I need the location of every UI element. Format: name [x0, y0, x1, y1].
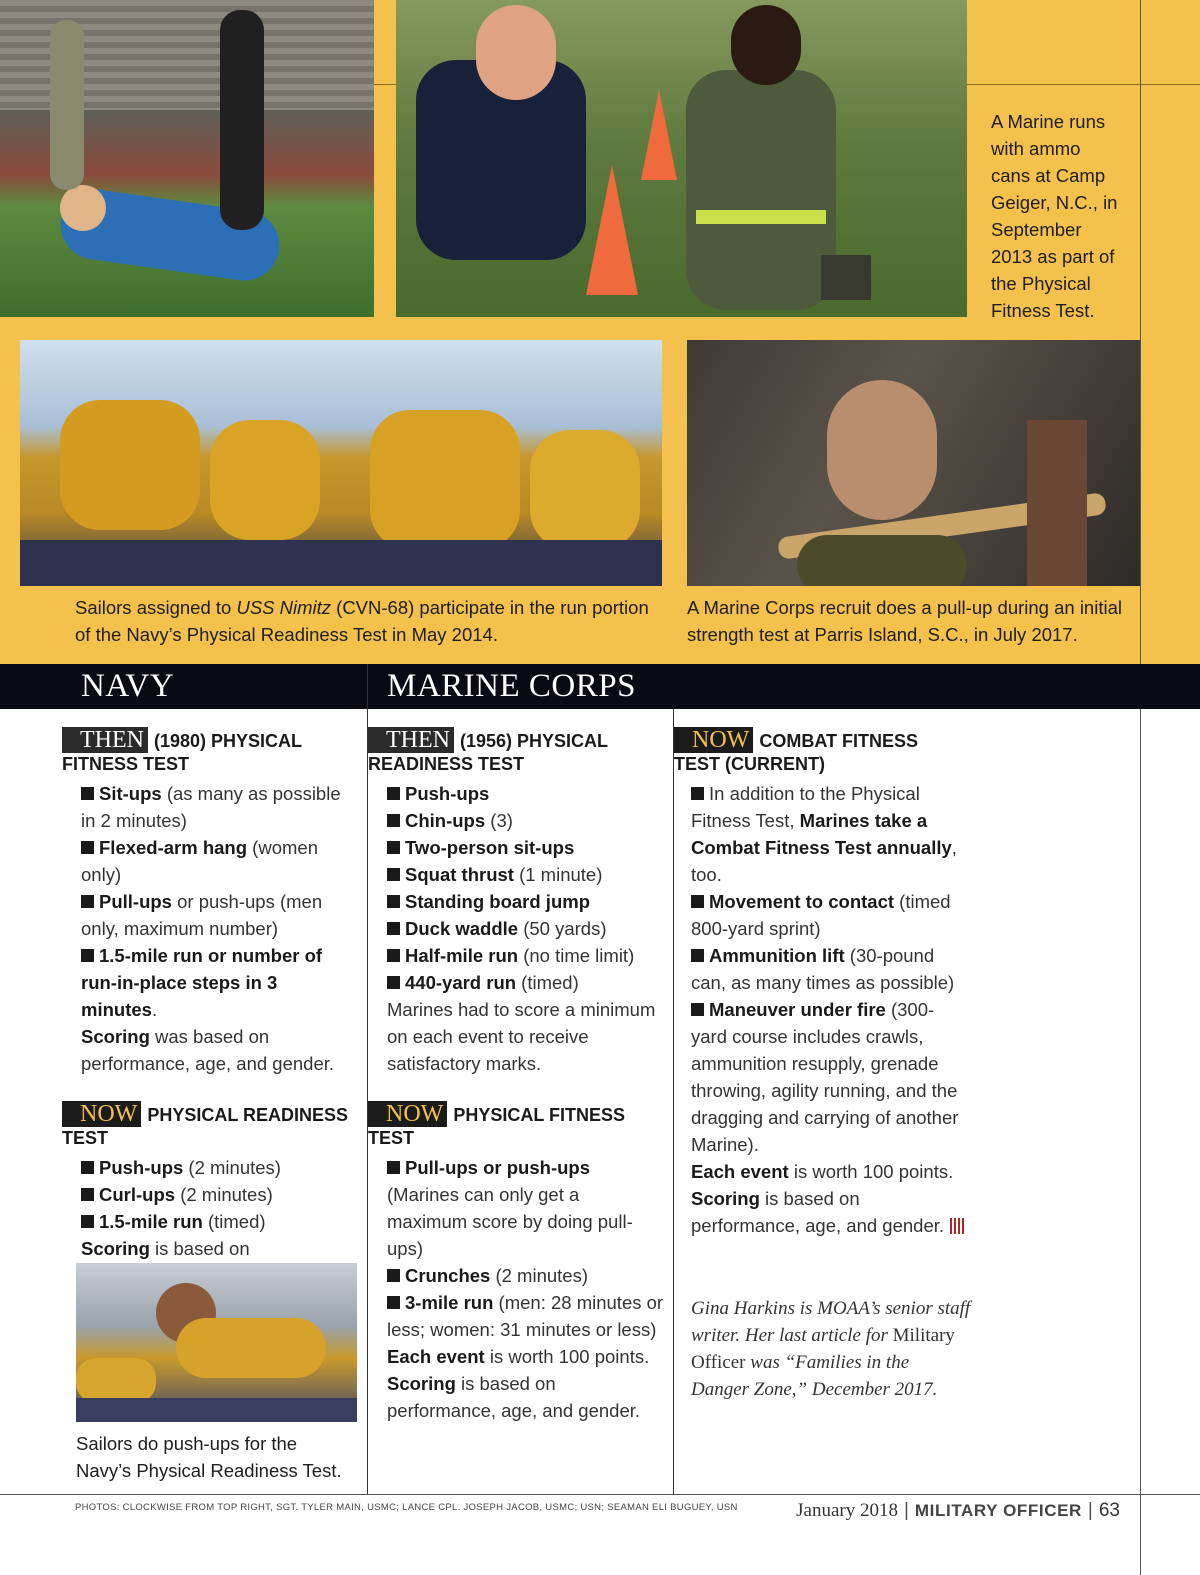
- list-item: Push-ups (2 minutes): [81, 1154, 357, 1181]
- photo-sailors-pushups: [76, 1263, 357, 1422]
- bullet-square-icon: [387, 895, 400, 908]
- combat-column: [674, 727, 964, 1239]
- bullet-square-icon: [387, 1296, 400, 1309]
- list-item: Pull-ups or push-ups (Marines can only get a maximum score by doing pull-ups): [387, 1157, 633, 1259]
- caption-sailors-run: Sailors assigned to USS Nimitz (CVN-68) participate in the run portion of the Navy’s Physical Readiness Test in May 2014.: [75, 597, 649, 645]
- section-title-navy: NAVY: [81, 668, 175, 704]
- list-item: Sit-ups (as many as possible in 2 minutes): [81, 783, 341, 831]
- photo-sailors-run: [20, 340, 662, 586]
- marine-now-heading: NOW PHYSICAL FITNESS TEST: [368, 1101, 626, 1148]
- scoring-note: Scoring was based on performance, age, and gender.: [81, 1026, 335, 1074]
- bullet-square-icon: [691, 1003, 704, 1016]
- list-item: Half-mile run (no time limit): [387, 942, 664, 969]
- author-bio: Gina Harkins is MOAA’s senior staff writer. Her last article for Military Officer was “Families in the Danger Zone,” December 2017.: [691, 1298, 971, 1400]
- photo-pullup-recruit: [687, 340, 1140, 586]
- photo-pushup-track: [0, 0, 374, 317]
- bullet-square-icon: [387, 1269, 400, 1282]
- footer-rule: [0, 1494, 1200, 1495]
- each-event-note: Each event is worth 100 points.: [387, 1346, 650, 1367]
- bullet-square-icon: [387, 787, 400, 800]
- page-folio: January 2018 | MILITARY OFFICER | 63: [796, 1500, 1120, 1521]
- list-item: 1.5-mile run (timed): [81, 1208, 357, 1235]
- list-item: Flexed-arm hang (women only): [81, 837, 318, 885]
- scoring-note: Scoring is based on: [81, 1238, 250, 1259]
- combat-intro: In addition to the Physical Fitness Test, Marines take a Combat Fitness Test annually, too.: [691, 783, 957, 885]
- marines-note: Marines had to score a minimum on each event to receive satisfactory marks.: [387, 999, 656, 1074]
- list-item: 1.5-mile run or number of run-in-place steps in 3 minutes.: [81, 945, 323, 1020]
- bullet-square-icon: [81, 841, 94, 854]
- now-tag: NOW: [62, 1101, 141, 1127]
- list-item: 440-yard run (timed): [387, 969, 664, 996]
- bullet-square-icon: [81, 1188, 94, 1201]
- bullet-square-icon: [387, 949, 400, 962]
- bullet-square-icon: [691, 787, 704, 800]
- bullet-square-icon: [387, 1161, 400, 1174]
- list-item: Pull-ups or push-ups (men only, maximum number): [81, 891, 323, 939]
- scoring-note: Scoring is based on performance, age, and gender.: [691, 1185, 964, 1239]
- navy-now-heading: NOW PHYSICAL READINESS TEST: [62, 1101, 349, 1148]
- bullet-square-icon: [691, 949, 704, 962]
- navy-then-heading: THEN (1980) PHYSICAL FITNESS TEST: [62, 727, 302, 774]
- list-item: Push-ups: [387, 780, 664, 807]
- list-item: Chin-ups (3): [387, 807, 664, 834]
- now-tag: NOW: [368, 1101, 447, 1127]
- divider: [1140, 0, 1141, 1575]
- bullet-square-icon: [691, 895, 704, 908]
- each-event-note: Each event is worth 100 points.: [691, 1161, 954, 1182]
- list-item: Squat thrust (1 minute): [387, 861, 664, 888]
- then-tag: THEN: [368, 727, 454, 753]
- combat-heading: NOW COMBAT FITNESS TEST (CURRENT): [674, 727, 918, 774]
- list-item: Two-person sit-ups: [387, 834, 664, 861]
- bullet-square-icon: [387, 841, 400, 854]
- list-item: Duck waddle (50 yards): [387, 915, 664, 942]
- bullet-square-icon: [387, 814, 400, 827]
- now-tag: NOW: [674, 727, 753, 753]
- marine-then-heading: THEN (1956) PHYSICAL READINESS TEST: [368, 727, 608, 774]
- bullet-square-icon: [387, 868, 400, 881]
- bullet-square-icon: [81, 1215, 94, 1228]
- list-item: Movement to contact (timed 800-yard sprint): [691, 891, 951, 939]
- bullet-square-icon: [81, 1161, 94, 1174]
- list-item: 3-mile run (men: 28 minutes or less; women: 31 minutes or less): [387, 1292, 664, 1340]
- list-item: Curl-ups (2 minutes): [81, 1181, 357, 1208]
- then-tag: THEN: [62, 727, 148, 753]
- caption-pushups: Sailors do push-ups for the Navy’s Physical Readiness Test.: [76, 1433, 342, 1481]
- divider: [374, 84, 396, 85]
- divider: [967, 84, 1200, 85]
- scoring-note: Scoring is based on performance, age, and gender.: [387, 1373, 641, 1421]
- caption-marine-ammo: A Marine runs with ammo cans at Camp Geiger, N.C., in September 2013 as part of the Physical Fitness Test.: [991, 111, 1118, 321]
- bullet-square-icon: [387, 976, 400, 989]
- marine-column: [368, 727, 664, 1424]
- page-number: 63: [1098, 1500, 1120, 1521]
- navy-column: [62, 727, 357, 1289]
- bullet-square-icon: [81, 787, 94, 800]
- moaa-end-mark-icon: [950, 1218, 964, 1234]
- photo-marine-ammo-run: [396, 0, 967, 317]
- bullet-square-icon: [387, 922, 400, 935]
- issue-date: January 2018: [796, 1500, 898, 1521]
- list-item: Crunches (2 minutes): [387, 1262, 664, 1289]
- list-item: Standing board jump: [387, 888, 664, 915]
- photo-credit: PHOTOS: CLOCKWISE FROM TOP RIGHT, SGT. TYLER MAIN, USMC; LANCE CPL. JOSEPH JACOB, USMC; USN; SEAMAN ELI BUGUEY, USN: [75, 1502, 738, 1513]
- list-item: Ammunition lift (30-pound can, as many times as possible): [691, 945, 955, 993]
- caption-pullup: A Marine Corps recruit does a pull-up during an initial strength test at Parris Island, S.C., in July 2017.: [687, 597, 1122, 645]
- bullet-square-icon: [81, 895, 94, 908]
- section-title-marine-corps: MARINE CORPS: [387, 668, 636, 704]
- list-item: Maneuver under fire (300-yard course includes crawls, ammunition resupply, grenade throwing, agility running, and the dragging and carrying of another Marine).: [691, 999, 959, 1155]
- bullet-square-icon: [81, 949, 94, 962]
- magazine-name: MILITARY OFFICER: [914, 1501, 1082, 1520]
